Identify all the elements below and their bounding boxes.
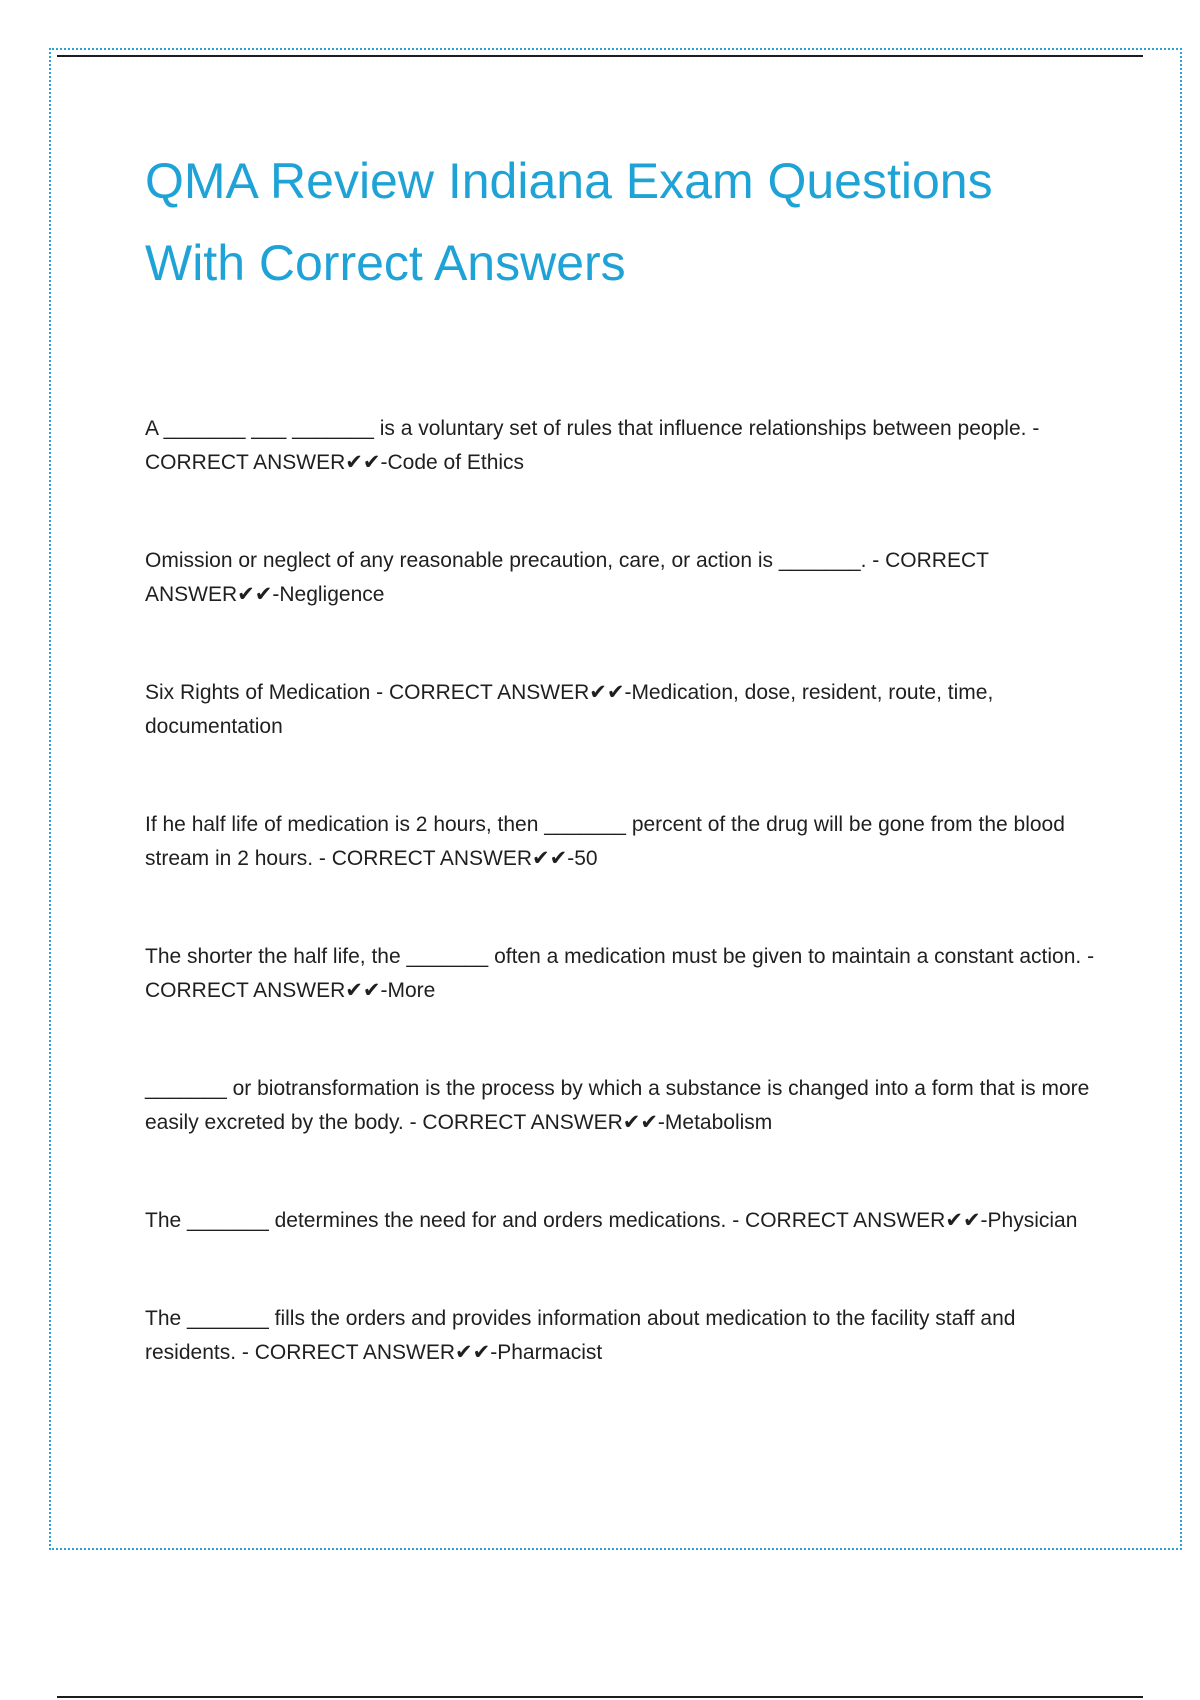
- qa-item: [145, 676, 1095, 744]
- qa-item: [145, 412, 1095, 480]
- answer-marker: - CORRECT ANSWER✔✔-: [145, 945, 1095, 1002]
- answer-text: 50: [574, 847, 598, 870]
- answer-marker: - CORRECT ANSWER✔✔-: [376, 681, 632, 704]
- answer-marker: - CORRECT ANSWER✔✔-: [241, 1341, 498, 1364]
- answer-text: Code of Ethics: [387, 451, 525, 474]
- question-text: A _______ ___ _______ is a voluntary set of rules that influence relationships between people.: [145, 417, 1027, 440]
- bottom-divider: [57, 1696, 1143, 1698]
- document-title: QMA Review Indiana Exam Questions With Correct Answers: [145, 153, 993, 291]
- answer-text: Pharmacist: [497, 1341, 603, 1364]
- answer-marker: - CORRECT ANSWER✔✔-: [145, 417, 1040, 474]
- question-text: The shorter the half life, the _______ often a medication must be given to maintain a constant action.: [145, 945, 1082, 968]
- qa-item: [145, 544, 1095, 612]
- top-divider: [57, 55, 1143, 57]
- answer-text: Medication, dose, resident, route, time, documentation: [145, 681, 994, 738]
- answer-marker: - CORRECT ANSWER✔✔-: [732, 1209, 988, 1232]
- qa-item: [145, 1204, 1095, 1238]
- qa-item: [145, 1302, 1095, 1370]
- qa-item: [145, 940, 1095, 1008]
- qa-item: [145, 1072, 1095, 1140]
- question-text: _______ or biotransformation is the process by which a substance is changed into a form that is more easily excreted by the body.: [145, 1077, 1090, 1134]
- question-text: If he half life of medication is 2 hours, then _______ percent of the drug will be gone from the blood stream in 2 hours.: [145, 813, 1065, 870]
- answer-marker: - CORRECT ANSWER✔✔-: [145, 549, 989, 606]
- question-text: The _______ determines the need for and orders medications.: [145, 1209, 727, 1232]
- qa-item: [145, 808, 1095, 876]
- answer-text: Physician: [987, 1209, 1078, 1232]
- answer-marker: - CORRECT ANSWER✔✔-: [409, 1111, 665, 1134]
- question-text: Six Rights of Medication: [145, 681, 371, 704]
- answer-text: More: [387, 979, 436, 1002]
- answer-text: Negligence: [279, 583, 385, 606]
- answer-text: Metabolism: [664, 1111, 773, 1134]
- question-text: Omission or neglect of any reasonable precaution, care, or action is _______.: [145, 549, 867, 572]
- question-text: The _______ fills the orders and provides information about medication to the facility staff and residents.: [145, 1307, 1016, 1364]
- answer-marker: - CORRECT ANSWER✔✔-: [318, 847, 575, 870]
- question-answer-list: [145, 412, 1095, 1434]
